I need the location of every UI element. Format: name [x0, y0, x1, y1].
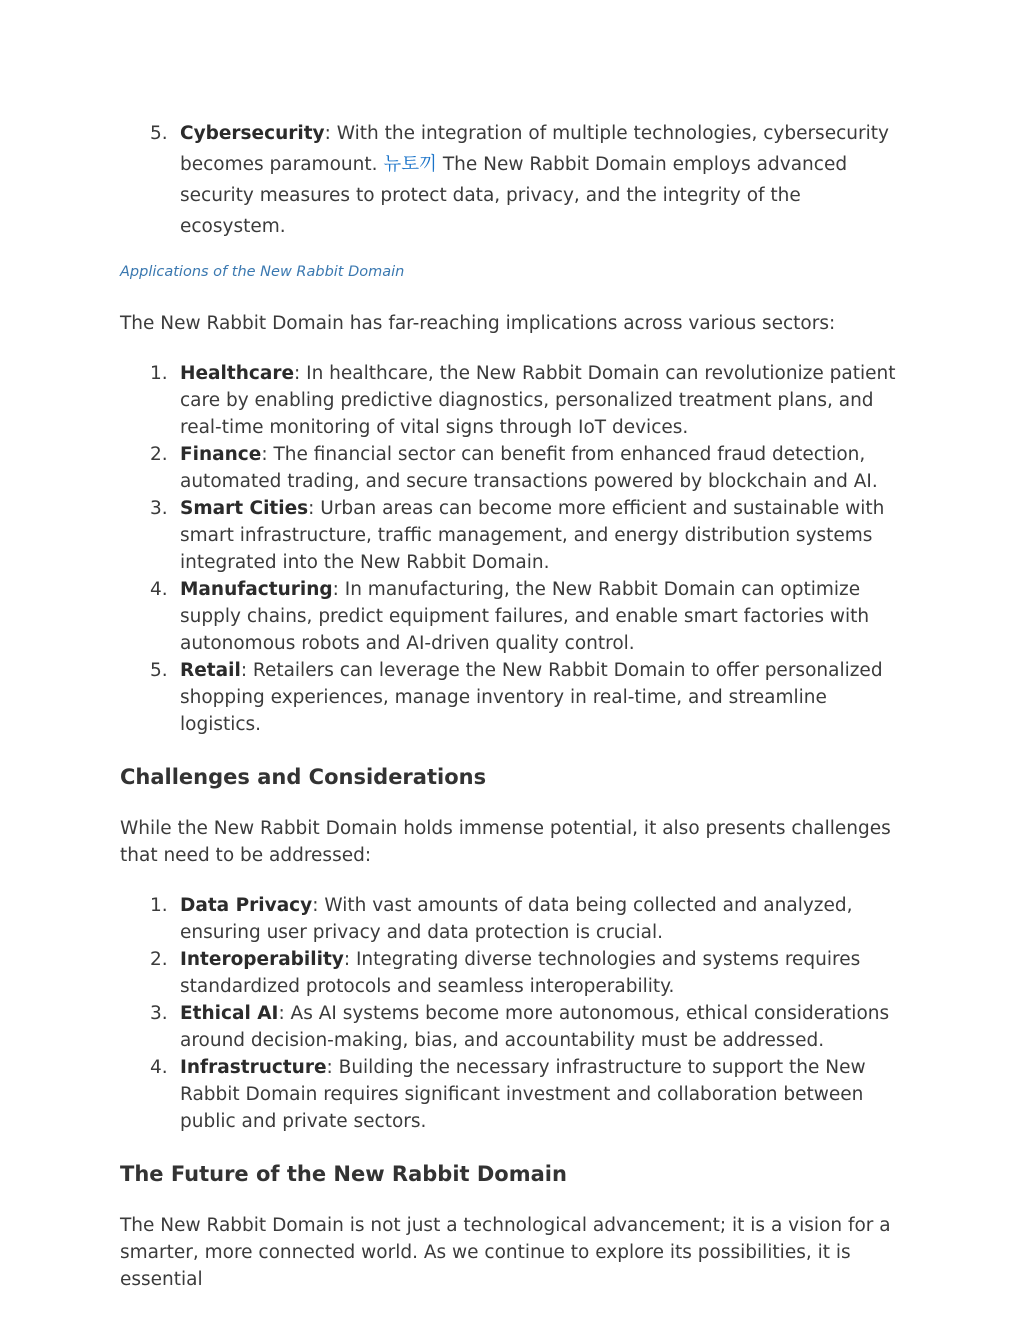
applications-intro: The New Rabbit Domain has far-reaching implications across various sectors: — [120, 313, 836, 334]
list-number: 2. — [150, 444, 168, 465]
list-term: Interoperability — [180, 949, 344, 970]
list-term: Data Privacy — [180, 895, 313, 916]
list-text: : As AI systems become more autonomous, ethical considerations around decision-making, bias, and accountability must be addressed. — [180, 1003, 890, 1051]
list-text-continued: The New Rabbit Domain employs advanced security measures to protect data, privacy, and the integrity of the ecosystem. — [180, 154, 848, 237]
application-item — [120, 657, 904, 738]
list-number: 4. — [150, 579, 168, 600]
list-text: : Urban areas can become more efficient and sustainable with smart infrastructure, traffic management, and energy distribution systems integrated into the New Rabbit Domain. — [180, 498, 885, 573]
list-number: 3. — [150, 498, 168, 519]
list-term: Infrastructure — [180, 1057, 327, 1078]
list-number: 4. — [150, 1057, 168, 1078]
list-term: Smart Cities — [180, 498, 309, 519]
application-item — [120, 576, 904, 657]
list-text: : In healthcare, the New Rabbit Domain can revolutionize patient care by enabling predictive diagnostics, personalized treatment plans, and real-time monitoring of vital signs through IoT devices. — [180, 363, 896, 438]
applications-subtitle: Applications of the New Rabbit Domain — [120, 264, 405, 280]
future-paragraph: The New Rabbit Domain is not just a technological advancement; it is a vision for a smarter, more connected world. As we continue to explore its possibilities, it is essential — [120, 1215, 891, 1290]
list-term: Finance — [180, 444, 262, 465]
application-item — [120, 495, 904, 576]
list-number: 5. — [150, 123, 168, 144]
challenge-item — [120, 1054, 904, 1135]
application-item — [120, 360, 904, 441]
document-page — [120, 118, 904, 1293]
list-text: : Retailers can leverage the New Rabbit Domain to offer personalized shopping experiences, manage inventory in real-time, and streamline logistics. — [180, 660, 883, 735]
list-number: 3. — [150, 1003, 168, 1024]
list-term: Healthcare — [180, 363, 294, 384]
list-text: : Integrating diverse technologies and systems requires standardized protocols and seamless interoperability. — [180, 949, 861, 997]
future-heading: The Future of the New Rabbit Domain — [120, 1162, 567, 1186]
application-item — [120, 441, 904, 495]
list-number: 2. — [150, 949, 168, 970]
challenges-list — [120, 892, 904, 1135]
list-text: : Building the necessary infrastructure to support the New Rabbit Domain requires significant investment and collaboration between public and private sectors. — [180, 1057, 866, 1132]
list-text: : In manufacturing, the New Rabbit Domain can optimize supply chains, predict equipment failures, and enable smart factories with autonomous robots and AI-driven quality control. — [180, 579, 870, 654]
challenge-item — [120, 892, 904, 946]
challenges-heading: Challenges and Considerations — [120, 765, 487, 789]
features-list — [120, 118, 904, 242]
list-term: Retail — [180, 660, 241, 681]
newtoki-link[interactable]: 뉴토끼 — [383, 154, 437, 175]
list-term: Cybersecurity — [180, 123, 325, 144]
challenge-item — [120, 946, 904, 1000]
list-item-cybersecurity — [120, 118, 904, 242]
list-number: 1. — [150, 363, 168, 384]
applications-list — [120, 360, 904, 738]
list-text: : With the integration of multiple technologies, cybersecurity becomes paramount. — [180, 123, 889, 175]
list-text: : The financial sector can benefit from enhanced fraud detection, automated trading, and secure transactions powered by blockchain and AI. — [180, 444, 878, 492]
list-number: 1. — [150, 895, 168, 916]
list-text: : With vast amounts of data being collected and analyzed, ensuring user privacy and data protection is crucial. — [180, 895, 853, 943]
challenges-intro: While the New Rabbit Domain holds immense potential, it also presents challenges that need to be addressed: — [120, 818, 891, 866]
list-term: Ethical AI — [180, 1003, 279, 1024]
list-number: 5. — [150, 660, 168, 681]
challenge-item — [120, 1000, 904, 1054]
list-term: Manufacturing — [180, 579, 333, 600]
